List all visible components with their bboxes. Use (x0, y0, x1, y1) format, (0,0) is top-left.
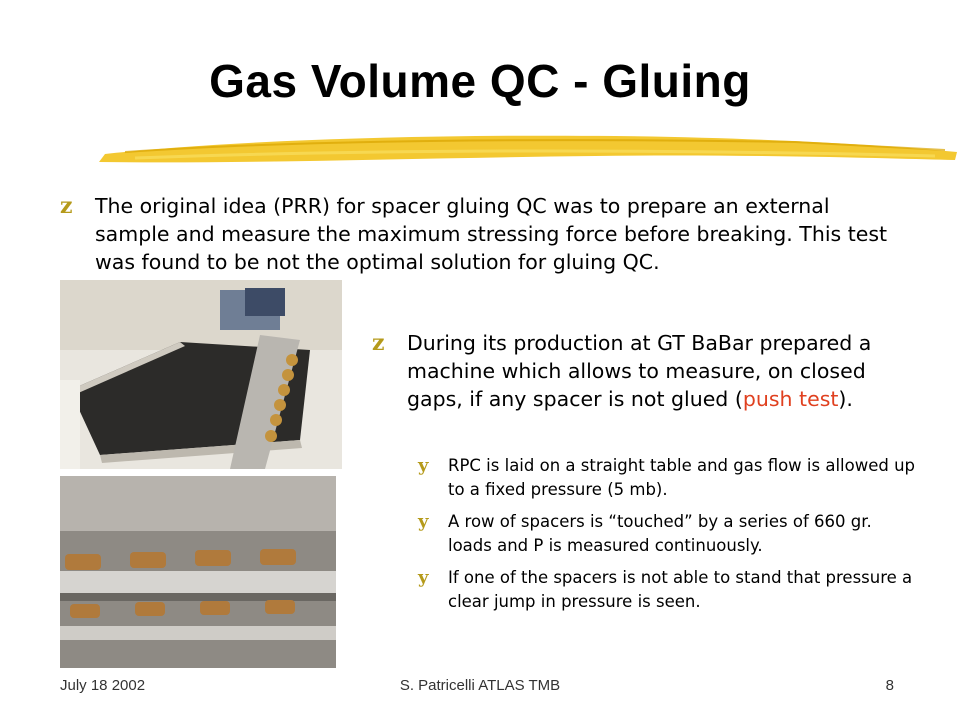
sub-bullet-text: RPC is laid on a straight table and gas flow is allowed up to a fixed pressure (5 mb). (448, 456, 916, 499)
spacers-closeup-photo (60, 476, 336, 668)
bullet-text (407, 329, 907, 413)
sub-bullet-text: A row of spacers is “touched” by a series of 660 gr. loads and P is measured continuously. (448, 512, 872, 555)
footer-date: July 18 2002 (60, 677, 146, 694)
brush-stroke-divider (95, 128, 960, 174)
sub-bullet-text: If one of the spacers is not able to stand that pressure a clear jump in pressure is seen. (448, 568, 913, 611)
bullet-text-part: During its production at GT BaBar prepared a machine which allows to measure, on closed gaps, if any spacer is not glued ( (407, 331, 872, 411)
footer-author: S. Patricelli ATLAS TMB (399, 677, 561, 694)
bullet-glyph: z (372, 330, 385, 356)
bullet-glyph: z (60, 193, 73, 219)
sub-bullet-glyph: y (418, 567, 429, 588)
bullet-text: The original idea (PRR) for spacer gluing QC was to prepare an external sample and measure the maximum stressing force before breaking. This test was found to be not the optimal solution for gluing QC. (95, 194, 888, 274)
sub-bullet-glyph: y (418, 511, 429, 532)
push-test-highlight: push test (742, 387, 839, 411)
rpc-table-photo (60, 280, 342, 469)
slide-title: Gas Volume QC - Gluing (209, 55, 751, 107)
sub-bullet-glyph: y (418, 455, 429, 476)
page-number: 8 (885, 677, 894, 694)
bullet-text-part: ). (838, 387, 853, 411)
